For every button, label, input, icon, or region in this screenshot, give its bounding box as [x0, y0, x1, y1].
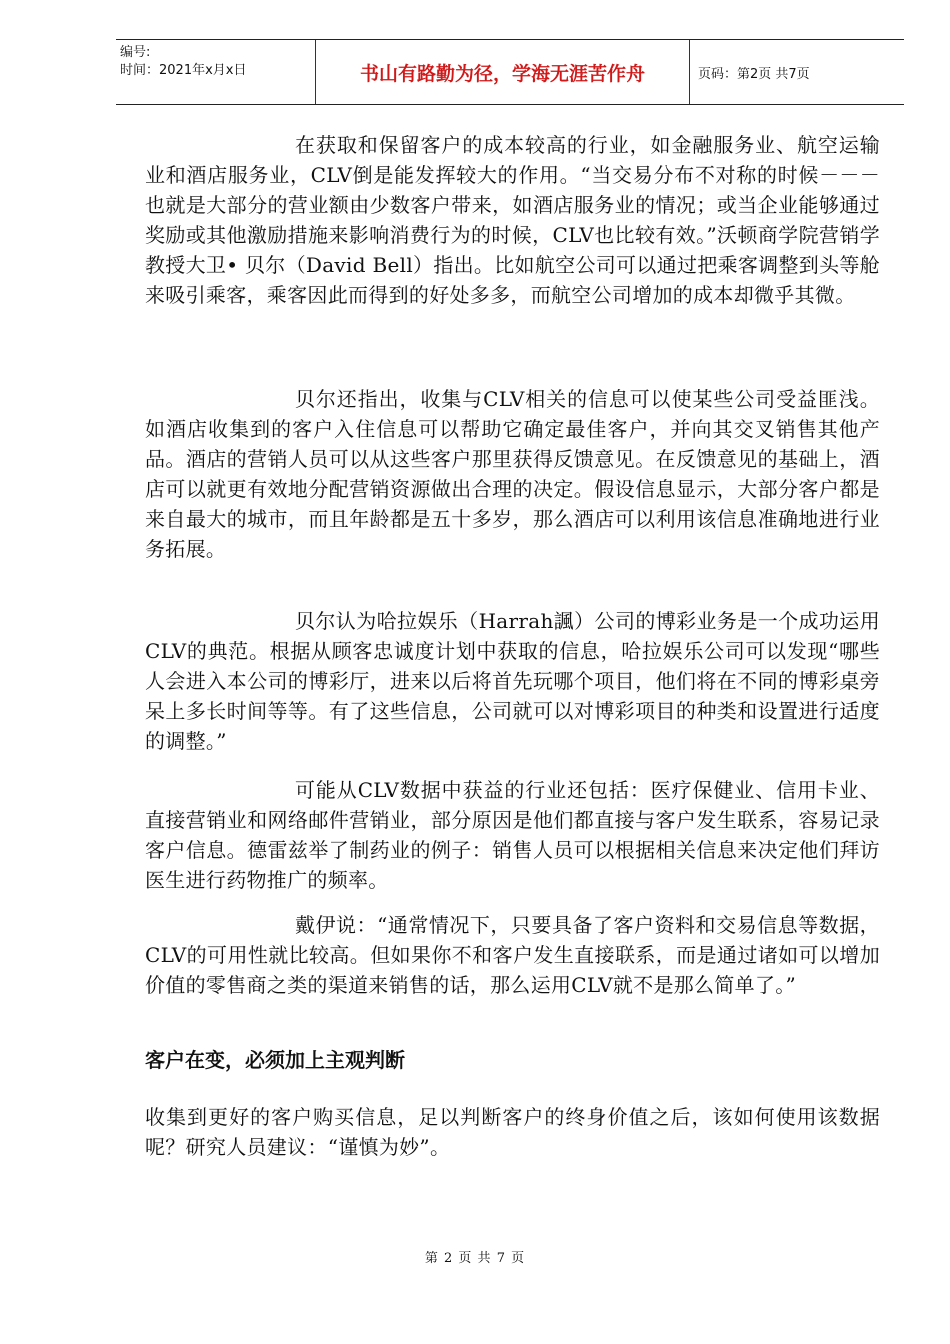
header-meta-cell: [116, 40, 316, 104]
page-footer: 第 2 页 共 7 页: [424, 1251, 526, 1266]
paragraph: 贝尔认为哈拉娱乐（Harrah諷）公司的博彩业务是一个成功运用CLV的典范。根据从顾客忠诚度计划中获取的信息，哈拉娱乐公司可以发现“哪些人会进入本公司的博彩厅，进来以后将首先玩哪个项目，他们将在不同的博彩桌旁呆上多长时间等等。有了这些信息，公司就可以对博彩项目的种类和设置进行适度的调整。”: [145, 609, 880, 753]
page-header: [116, 39, 904, 105]
paragraph: 在获取和保留客户的成本较高的行业，如金融服务业、航空运输业和酒店服务业，CLV倒是能发挥较大的作用。“当交易分布不对称的时候－－－也就是大部分的营业额由少数客户带来，如酒店服务业的情况；或当企业能够通过奖励或其他激励措施来影响消费行为的时候，CLV也比较有效。”沃顿商学院营销学教授大卫• 贝尔（David Bell）指出。比如航空公司可以通过把乘客调整到头等舱来吸引乘客，乘客因此而得到的好处多多，而航空公司增加的成本却微乎其微。: [145, 133, 880, 307]
paragraph: 贝尔还指出，收集与CLV相关的信息可以使某些公司受益匪浅。如酒店收集到的客户入住信息可以帮助它确定最佳客户，并向其交叉销售其他产品。酒店的营销人员可以从这些客户那里获得反馈意见。在反馈意见的基础上，酒店可以就更有效地分配营销资源做出合理的决定。假设信息显示，大部分客户都是来自最大的城市，而且年龄都是五十多岁，那么酒店可以利用该信息准确地进行业务拓展。: [145, 387, 880, 561]
header-motto: 书山有路勤为径，学海无涯苦作舟: [316, 40, 690, 104]
paragraph: 可能从CLV数据中获益的行业还包括：医疗保健业、信用卡业、直接营销业和网络邮件营销业，部分原因是他们都直接与客户发生联系，容易记录客户信息。德雷兹举了制药业的例子：销售人员可以根据相关信息来决定他们拜访医生进行药物推广的频率。: [145, 778, 880, 892]
section-heading: 客户在变，必须加上主观判断: [145, 1048, 405, 1072]
number-label: 编号:: [120, 45, 151, 60]
header-page-info: 页码：第2页 共7页: [698, 66, 810, 82]
paragraph: 戴伊说：“通常情况下，只要具备了客户资料和交易信息等数据，CLV的可用性就比较高。但如果你不和客户发生直接联系，而是通过诸如可以增加价值的零售商之类的渠道来销售的话，那么运用CLV就不是那么简单了。”: [145, 913, 880, 997]
paragraph: 收集到更好的客户购买信息，足以判断客户的终身价值之后，该如何使用该数据呢？研究人员建议：“谨慎为妙”。: [145, 1105, 880, 1159]
time-label: 时间：2021年x月x日: [120, 63, 247, 78]
